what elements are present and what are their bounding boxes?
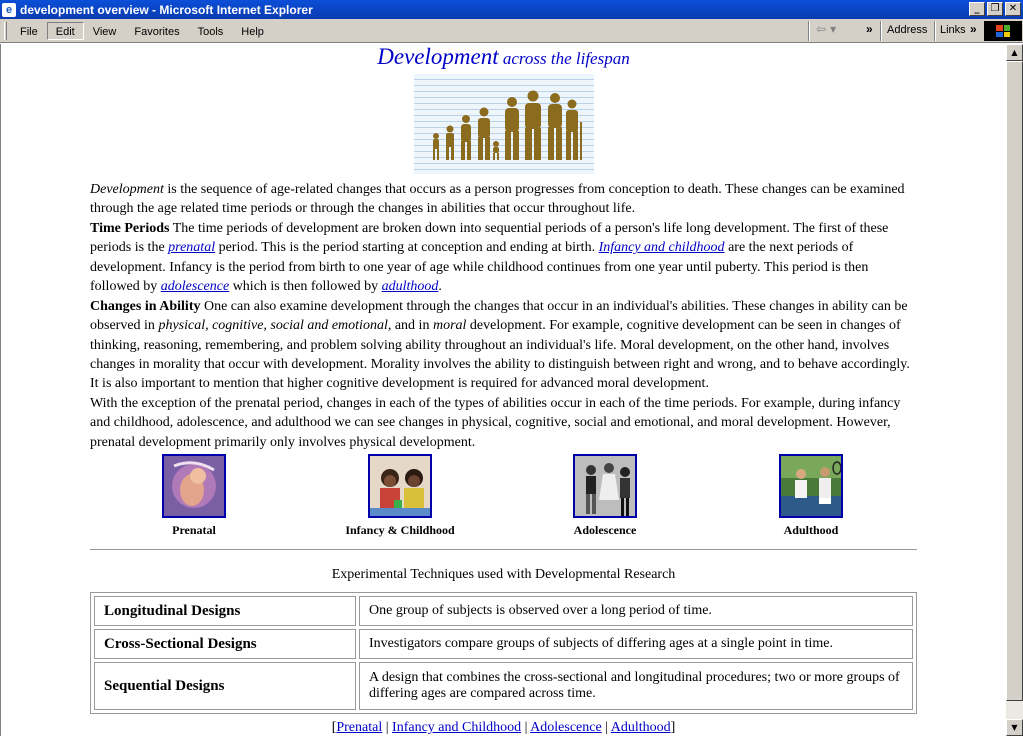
moral-term: moral xyxy=(432,318,467,334)
link-adolescence[interactable]: adolescence xyxy=(160,278,230,294)
footer-bracket: [ xyxy=(331,720,337,735)
intro-paragraph xyxy=(90,180,918,219)
scroll-down-arrow-icon[interactable]: ▼ xyxy=(1006,719,1023,736)
links-label[interactable]: Links xyxy=(940,24,966,36)
menu-view[interactable]: View xyxy=(92,25,117,38)
fetus-photo-icon[interactable] xyxy=(162,454,226,518)
changes-text: One can also examine development through the changes that occur in an individual's abilities. These changes in ability can be observed in xyxy=(90,299,908,334)
period-label: Prenatal xyxy=(172,523,216,537)
time-periods-paragraph xyxy=(90,219,918,296)
footer-nav xyxy=(90,720,917,736)
window-titlebar xyxy=(0,0,1023,19)
time-periods-text: are the next periods of development. Infancy is the period from birth to one year of age while childhood continues from one year until puberty. This period is then followed by xyxy=(90,240,869,294)
table-row xyxy=(94,662,913,710)
menu-help[interactable]: Help xyxy=(241,25,264,38)
period-gallery xyxy=(90,454,918,550)
heading-subtitle: across the lifespan xyxy=(498,49,630,68)
techniques-table xyxy=(90,592,917,714)
techniques-title: Experimental Techniques used with Developmental Research xyxy=(331,567,676,582)
period-prenatal[interactable] xyxy=(129,454,259,538)
footer-separator: | xyxy=(601,720,611,735)
footer-separator: | xyxy=(382,720,393,735)
footer-link-prenatal[interactable]: Prenatal xyxy=(336,720,383,735)
windows-logo-icon xyxy=(984,21,1022,41)
footer-link-adolescence[interactable]: Adolescence xyxy=(530,720,602,735)
technique-description: A design that combines the cross-sectional and longitudinal procedures; two or more groups of differing ages are compared across time. xyxy=(359,662,913,710)
exception-paragraph: With the exception of the prenatal period, changes in each of the types of abilities occur in each of the time periods. For example, during infancy and childhood, adolescence, and adulthood we can see changes in physical, cognitive, social and emotional, and moral development. However, prenatal development primarily only involves physical development. xyxy=(90,396,901,450)
technique-name: Cross-Sectional Designs xyxy=(94,629,356,659)
footer-separator: | xyxy=(521,720,531,735)
changes-paragraph xyxy=(90,297,918,393)
technique-description: One group of subjects is observed over a long period of time. xyxy=(359,596,913,626)
time-periods-text: The time periods of development are broken down into sequential periods of a person's life long development. The first of these periods is the xyxy=(90,221,889,256)
footer-bracket: ] xyxy=(670,720,676,735)
toolbar-grip[interactable] xyxy=(4,22,7,40)
menu-edit[interactable]: Edit xyxy=(47,22,84,40)
link-adulthood[interactable]: adulthood xyxy=(381,278,439,294)
menu-file[interactable]: File xyxy=(20,25,38,38)
teens-dancing-photo-icon[interactable] xyxy=(573,454,637,518)
family-silhouette-image xyxy=(414,74,594,174)
period-label: Adulthood xyxy=(783,523,839,537)
toolbar-chevron-icon[interactable]: » xyxy=(866,22,873,36)
links-chevron-icon[interactable]: » xyxy=(970,22,977,36)
vertical-scrollbar[interactable] xyxy=(1006,44,1023,736)
period-infancy-childhood[interactable] xyxy=(335,454,465,538)
adults-tennis-photo-icon[interactable] xyxy=(779,454,843,518)
period-adulthood[interactable] xyxy=(746,454,876,538)
close-button[interactable]: ✕ xyxy=(1005,2,1021,16)
time-periods-text: . xyxy=(438,278,442,294)
footer-link-adulthood[interactable]: Adulthood xyxy=(610,720,671,735)
period-label: Adolescence xyxy=(573,523,637,537)
changes-text: , and in xyxy=(387,318,433,334)
footer-link-infancy-childhood[interactable]: Infancy and Childhood xyxy=(392,720,522,735)
link-prenatal[interactable]: prenatal xyxy=(168,240,216,256)
term-development: Development xyxy=(90,182,164,197)
table-row xyxy=(94,596,913,626)
menu-favorites[interactable]: Favorites xyxy=(134,25,180,38)
scroll-up-arrow-icon[interactable]: ▲ xyxy=(1006,44,1023,61)
technique-name: Longitudinal Designs xyxy=(94,596,356,626)
page-heading xyxy=(1,44,1006,70)
technique-description: Investigators compare groups of subjects of differing ages at a single point in time. xyxy=(359,629,913,659)
abilities-list: physical, cognitive, social and emotional xyxy=(158,318,388,334)
time-periods-heading: Time Periods xyxy=(90,221,170,236)
link-infancy-childhood[interactable]: Infancy and childhood xyxy=(598,240,725,256)
time-periods-text: period. This is the period starting at conception and ending at birth. xyxy=(215,240,599,256)
changes-heading: Changes in Ability xyxy=(90,299,201,314)
heading-development: Development xyxy=(377,44,499,69)
horizontal-divider xyxy=(90,549,917,551)
toolbar-separator xyxy=(808,21,810,41)
address-label[interactable]: Address xyxy=(887,24,928,36)
window-title: development overview - Microsoft Internet Explorer xyxy=(20,2,313,17)
family-silhouette-icon xyxy=(414,74,594,174)
table-row xyxy=(94,629,913,659)
menu-bar xyxy=(0,19,1023,43)
ie-icon: e xyxy=(2,3,16,17)
technique-name: Sequential Designs xyxy=(94,662,356,710)
intro-text: is the sequence of age-related changes that occurs as a person progresses from conception to death. These changes can be examined through the age related time periods or through the changes in abilities that occur throughout life. xyxy=(90,182,905,217)
restore-button[interactable]: ❐ xyxy=(987,2,1003,16)
period-label: Infancy & Childhood xyxy=(345,523,455,537)
menu-tools[interactable]: Tools xyxy=(197,25,224,38)
period-adolescence[interactable] xyxy=(540,454,670,538)
minimize-button[interactable]: _ xyxy=(969,2,985,16)
scroll-thumb[interactable] xyxy=(1006,61,1023,701)
toolbar-separator xyxy=(934,21,936,41)
page-content xyxy=(0,44,1006,736)
children-playing-photo-icon[interactable] xyxy=(368,454,432,518)
back-arrow-icon[interactable]: ⇦ xyxy=(816,22,827,36)
time-periods-text: which is then followed by xyxy=(229,278,382,294)
changes-text: development. For example, cognitive development can be seen in changes of thinking, reasoning, remembering, and problem solving ability throughout an individual's life. Moral development, on the other hand, involves changes in morality that occur with development. Morality involves the ability to distinguish between right and wrong, and to behave accordingly. It is also important to mention that higher cognitive development is required for advanced moral development. xyxy=(90,318,910,392)
toolbar-separator xyxy=(880,21,882,41)
back-dropdown-icon[interactable]: ▾ xyxy=(830,22,837,36)
